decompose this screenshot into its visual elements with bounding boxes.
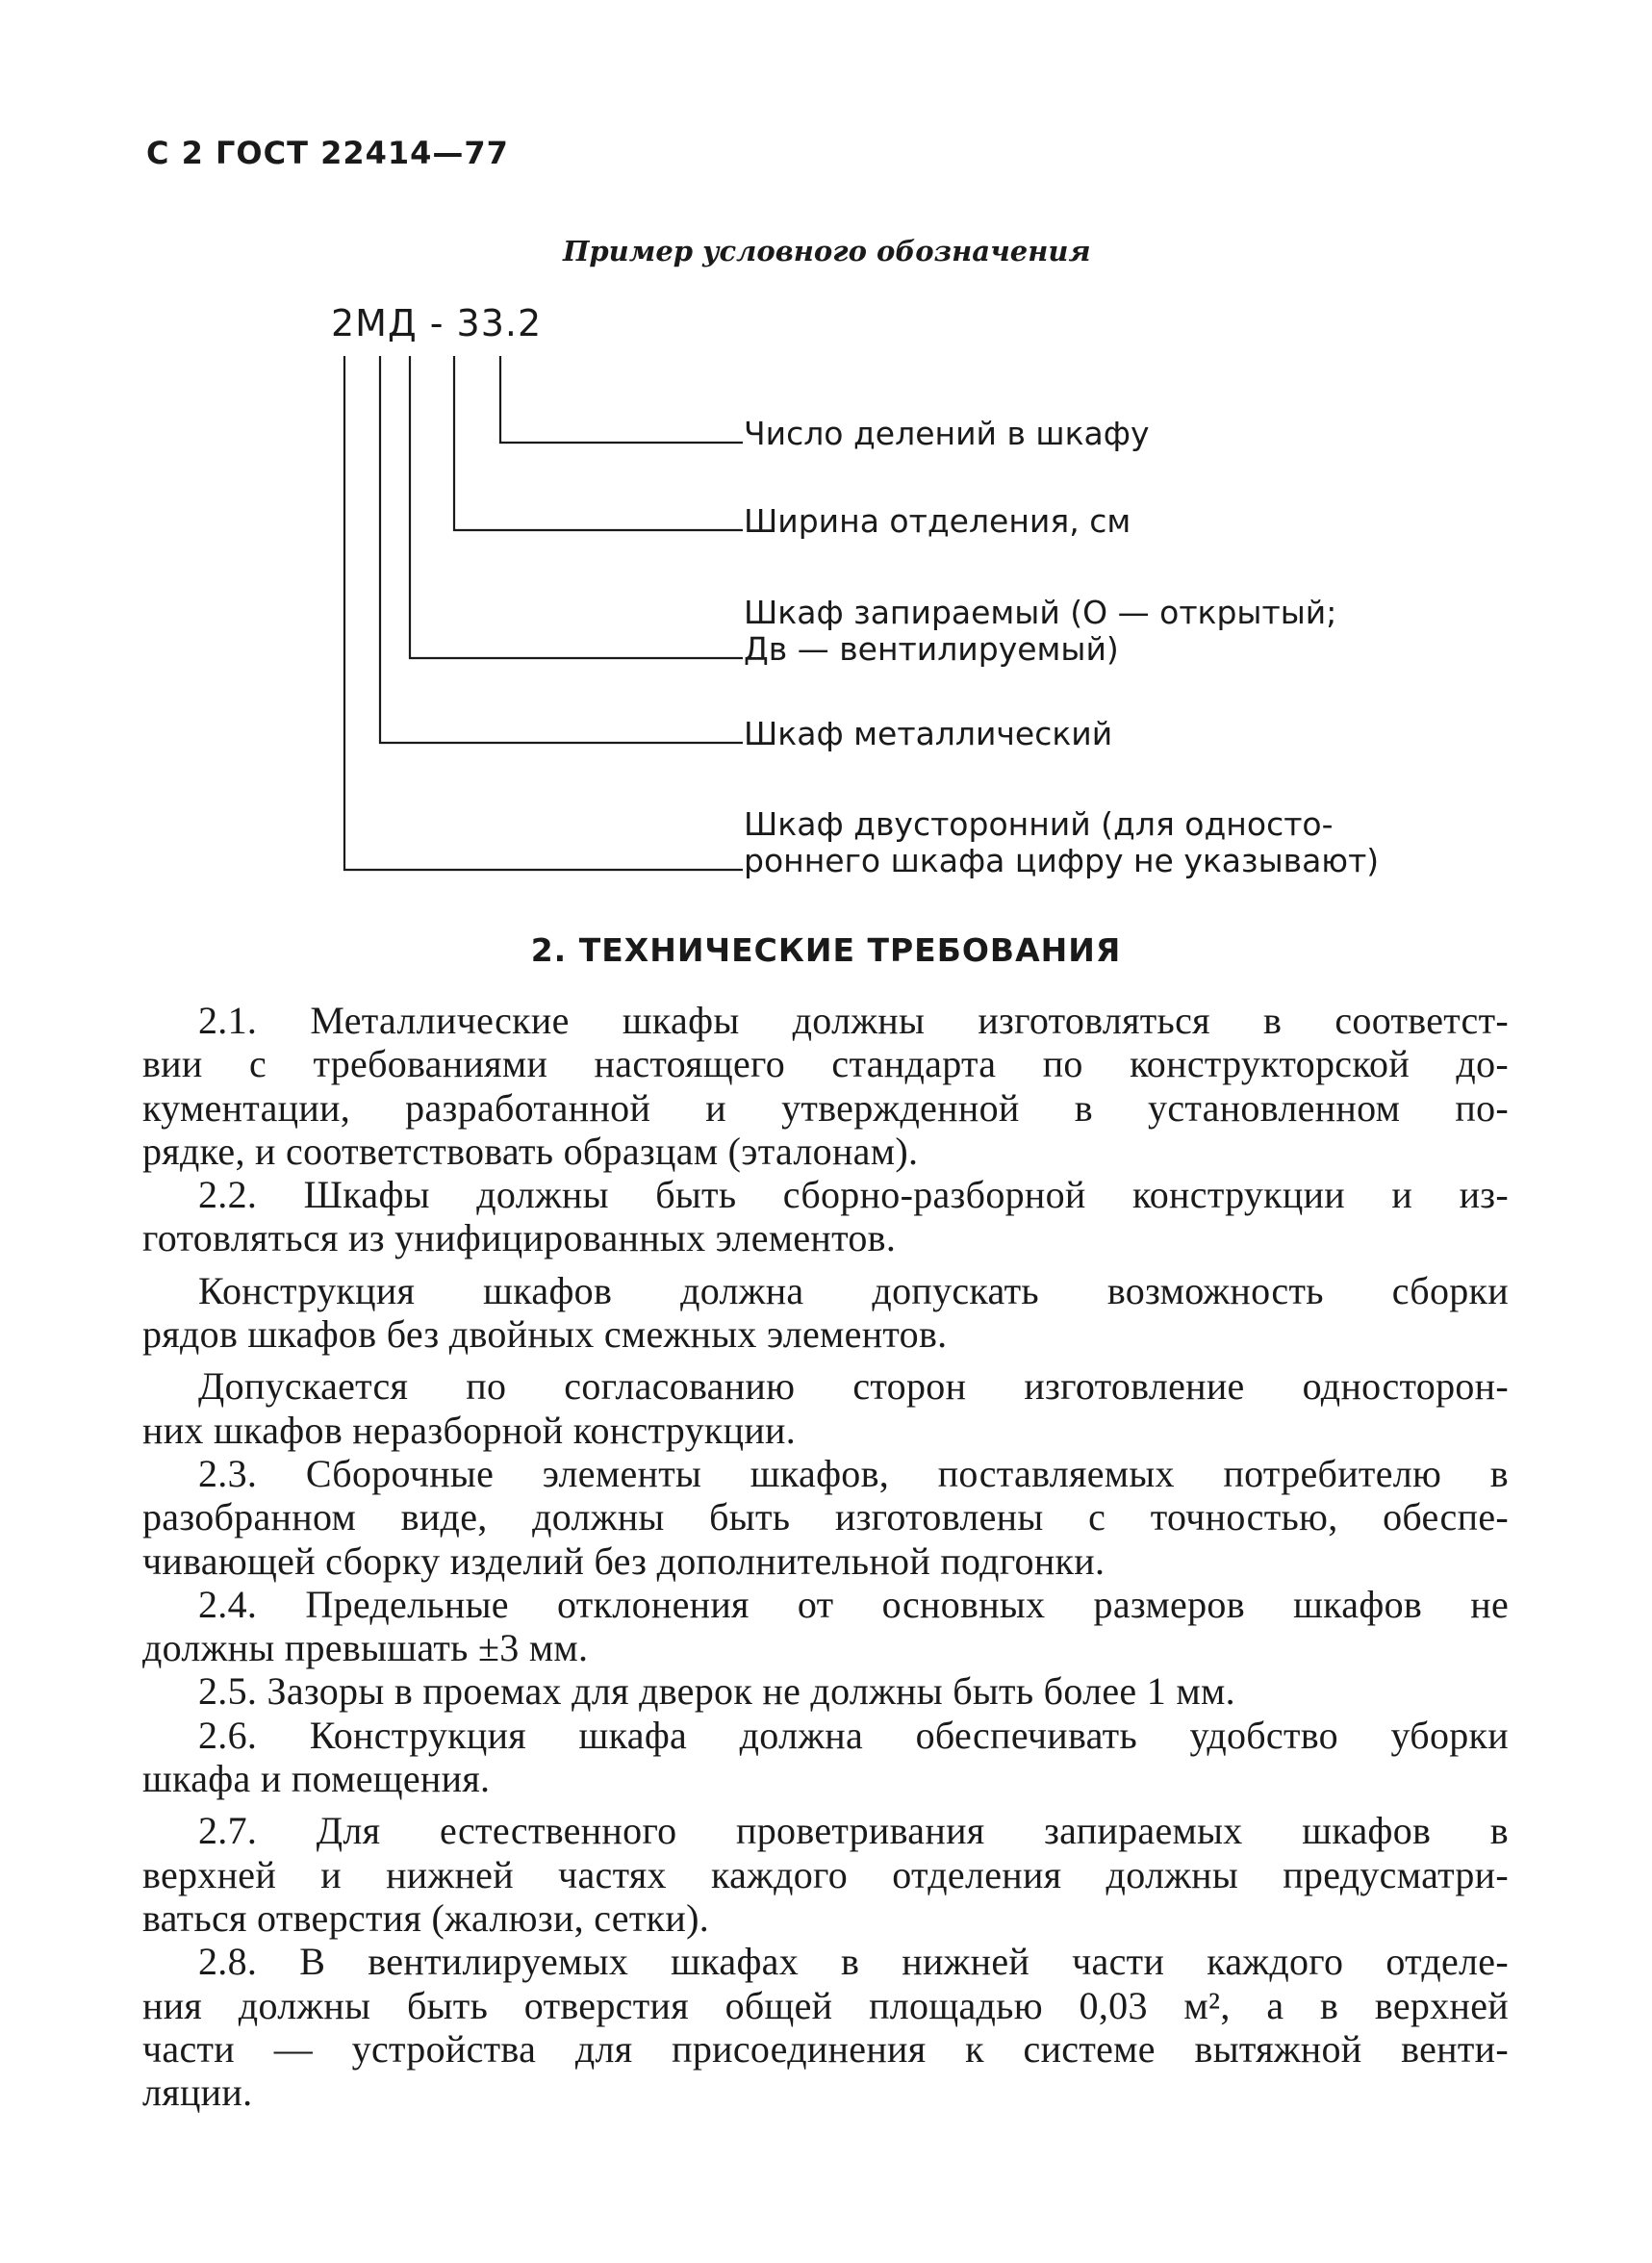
text-line: 2.4. Предельные отклонения от основных размеров шкафов не: [198, 1582, 1509, 1626]
text-line: Допускается по согласованию сторон изготовление односторон-: [198, 1364, 1509, 1409]
diagram-label-double-sided: [744, 806, 1379, 879]
text-line: рядке, и соответствовать образцам (эталонам).: [142, 1129, 919, 1173]
text-line: шкафа и помещения.: [142, 1757, 491, 1801]
diagram-label-line: Дв — вентилируемый): [744, 630, 1119, 668]
text-line: рядов шкафов без двойных смежных элементов.: [142, 1312, 948, 1357]
diagram-label-line: Число делений в шкафу: [744, 415, 1150, 452]
section-title: 2. ТЕХНИЧЕСКИЕ ТРЕБОВАНИЯ: [530, 931, 1122, 969]
text-line: верхней и нижней частях каждого отделения должны предусматри-: [142, 1852, 1509, 1896]
text-line: чивающей сборку изделий без дополнительной подгонки.: [142, 1538, 1106, 1583]
text-line: ния должны быть отверстия общей площадью 0,03 м², а в верхней: [142, 1983, 1509, 2027]
leader-line-double-sided: [344, 356, 743, 870]
diagram-label-line: роннего шкафа цифру не указывают): [744, 842, 1380, 879]
text-line: 2.2. Шкафы должны быть сборно-разборной конструкции и из-: [198, 1173, 1509, 1217]
designation-code: 2МД - 33.2: [331, 302, 543, 344]
text-line: разобранном виде, должны быть изготовлены с точностью, обеспе-: [142, 1495, 1509, 1539]
leader-line-lockable: [410, 356, 743, 658]
body-text: [142, 999, 1509, 2114]
diagram-label-line: Шкаф металлический: [744, 715, 1113, 752]
text-line: вии с требованиями настоящего стандарта по конструкторской до-: [142, 1042, 1509, 1086]
diagram-label-line: Шкаф двусторонний (для односто-: [744, 805, 1334, 843]
text-line: кументации, разработанной и утвержденной в установленном по-: [142, 1085, 1509, 1130]
text-line: 2.3. Сборочные элементы шкафов, поставляемых потребителю в: [198, 1451, 1509, 1495]
text-line: 2.8. В вентилируемых шкафах в нижней части каждого отделе-: [198, 1940, 1509, 1984]
diagram-label-line: Шкаф запираемый (О — открытый;: [744, 594, 1337, 631]
text-line: ваться отверстия (жалюзи, сетки).: [142, 1895, 710, 1940]
text-line: 2.1. Металлические шкафы должны изготовляться в соответст-: [198, 999, 1509, 1042]
leader-line-metal: [380, 356, 743, 743]
text-line: готовляться из унифицированных элементов.: [142, 1216, 897, 1260]
text-line: 2.6. Конструкция шкафа должна обеспечивать удобство уборки: [198, 1713, 1509, 1757]
diagram-label-line: Ширина отделения, см: [744, 502, 1131, 540]
text-line: части — устройства для присоединения к системе вытяжной венти-: [142, 2026, 1509, 2071]
page-header: С 2 ГОСТ 22414—77: [146, 135, 509, 171]
diagram-label-lockable: [744, 595, 1336, 668]
text-line: должны превышать ±3 мм.: [142, 1626, 589, 1670]
diagram-label-divisions: [744, 416, 1150, 452]
leader-line-divisions: [500, 356, 743, 443]
text-line: 2.5. Зазоры в проемах для дверок не должны быть более 1 мм.: [198, 1669, 1235, 1714]
text-line: ляции.: [142, 2071, 253, 2115]
text-line: 2.7. Для естественного проветривания запираемых шкафов в: [198, 1809, 1509, 1853]
example-title: Пример условного обозначения: [563, 235, 1091, 267]
text-line: них шкафов неразборной конструкции.: [142, 1408, 797, 1452]
diagram-label-metal: [744, 716, 1112, 752]
diagram-label-width: [744, 503, 1131, 540]
text-line: Конструкция шкафов должна допускать возможность сборки: [198, 1268, 1509, 1312]
